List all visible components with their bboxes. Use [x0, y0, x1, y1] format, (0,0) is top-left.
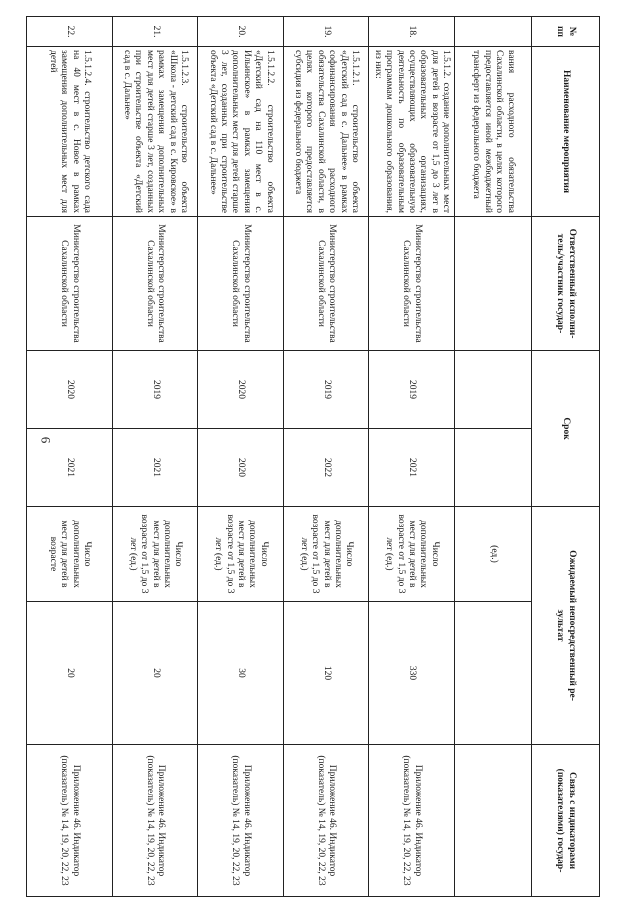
end-year: 2021: [369, 429, 455, 507]
row-number: 20.: [198, 17, 284, 47]
result-value: [454, 602, 531, 745]
indicator-link: [454, 745, 531, 897]
indicator-link: Приложение 46. Индикатор (показатель) № 14, 19, 20, 22, 23: [112, 745, 198, 897]
measure-name: 1.5.1.2.1. строительство объекта «Детский сад в с. Дальнее» в рамках софинансирования расходного обязательства Сахалинской области, в целях которого предоставляется субсидия из федерального бюджета: [283, 47, 369, 217]
header-term: Срок: [532, 351, 600, 507]
indicator-link: Приложение 46. Индикатор (показатель) № 14, 19, 20, 22, 23: [27, 745, 113, 897]
indicator-link: Приложение 46. Индикатор (показатель) № 14, 19, 20, 22, 23: [283, 745, 369, 897]
start-year: 2020: [27, 351, 113, 429]
measure-name: 1.5.1.2. создание дополнительных мест для детей в возрасте от 1,5 до 3 лет в образовательных организациях, осуществляющих образовательную деятельность по образовательным программам дошкольного образования, из них:: [369, 47, 455, 217]
header-name: Наименование мероприятия: [532, 47, 600, 217]
row-number: [454, 17, 531, 47]
result-description: Число дополнительных мест для детей в возрасте от 1,5 до 3 лет (ед.): [283, 507, 369, 602]
page-number: 6: [38, 436, 54, 444]
executor: Министерство строительства Сахалинской области: [112, 217, 198, 351]
row-number: 18.: [369, 17, 455, 47]
executor: Министерство строительства Сахалинской области: [283, 217, 369, 351]
executor: Министерство строительства Сахалинской области: [27, 217, 113, 351]
end-year: 2020: [198, 429, 284, 507]
table-row: [198, 17, 284, 897]
start-year: 2019: [283, 351, 369, 429]
measures-table: [26, 16, 600, 897]
start-year: 2019: [369, 351, 455, 429]
executor: Министерство строительства Сахалинской области: [369, 217, 455, 351]
result-description: Число дополнительных мест для детей в возрасте от 1,5 до 3 лет (ед.): [369, 507, 455, 602]
table-row: [27, 17, 113, 897]
measure-name: 1.5.1.2.4. строительство детского сада на 40 мест в с. Новое в рамках замещения дополнительных мест для детей: [27, 47, 113, 217]
indicator-link: Приложение 46. Индикатор (показатель) № 14, 19, 20, 22, 23: [198, 745, 284, 897]
start-year: 2020: [198, 351, 284, 429]
row-number: 21.: [112, 17, 198, 47]
end-year: [454, 429, 531, 507]
start-year: [454, 351, 531, 429]
executor: Министерство строительства Сахалинской области: [198, 217, 284, 351]
start-year: 2019: [112, 351, 198, 429]
result-value: 20: [27, 602, 113, 745]
result-description: Число дополнительных мест для детей в возрасте: [27, 507, 113, 602]
result-description: Число дополнительных мест для детей в возрасте от 1,5 до 3 лет (ед.): [112, 507, 198, 602]
indicator-link: Приложение 46. Индикатор (показатель) № 14, 19, 20, 22, 23: [369, 745, 455, 897]
executor: [454, 217, 531, 351]
table-row: [369, 17, 455, 897]
header-num: № пп: [532, 17, 600, 47]
header-row: [532, 17, 600, 897]
measure-name: 1.5.1.2.2. строительство объекта «Детский сад на 110 мест в с. Ильинское» в рамках замещения дополнительных мест для детей старше 3 лет, созданных при строительстве объекта «Детский сад в с. Дальнее»: [198, 47, 284, 217]
result-description: Число дополнительных мест для детей в возрасте от 1,5 до 3 лет (ед.): [198, 507, 284, 602]
measure-name: вания расходного обязательства Сахалинской области, в целях которого предоставляется иной межбюджетный трансферт из федерального бюджета: [454, 47, 531, 217]
table-row: [454, 17, 531, 897]
header-executor: Ответственный исполни- тель/участник государ-: [532, 217, 600, 351]
row-number: 22.: [27, 17, 113, 47]
header-link: Связь с индикаторами (показателями) государ-: [532, 745, 600, 897]
rotated-page: [26, 16, 600, 896]
end-year: 2021: [112, 429, 198, 507]
measure-name: 1.5.1.2.3. строительство объекта «Школа - детский сад в с. Кировское» в рамках замещения дополнительных мест для детей старше 3 лет, созданных при строительстве объекта «Детский сад в с. Дальнее»: [112, 47, 198, 217]
result-description: (ед.): [454, 507, 531, 602]
table-row: [283, 17, 369, 897]
result-value: 20: [112, 602, 198, 745]
end-year: 2021: [27, 429, 113, 507]
header-result: Ожидаемый непосредственный ре- зультат: [532, 507, 600, 745]
result-value: 330: [369, 602, 455, 745]
row-number: 19.: [283, 17, 369, 47]
result-value: 30: [198, 602, 284, 745]
result-value: 120: [283, 602, 369, 745]
end-year: 2022: [283, 429, 369, 507]
table-row: [112, 17, 198, 897]
